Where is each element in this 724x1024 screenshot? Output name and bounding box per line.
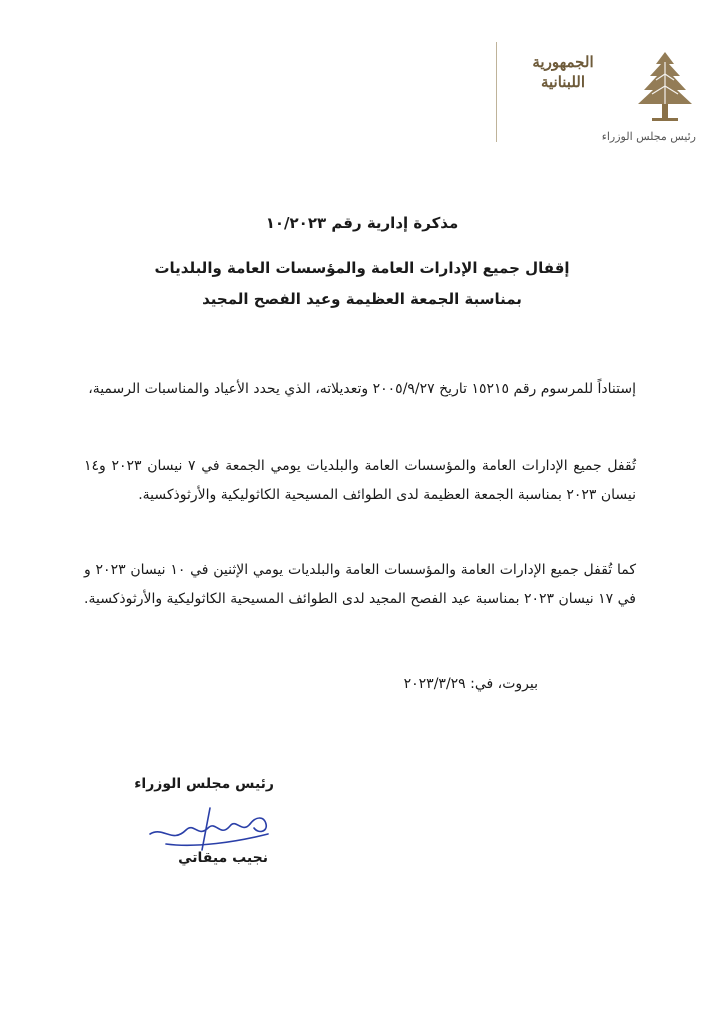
cedar-emblem-icon	[630, 48, 700, 128]
republic-name	[508, 52, 618, 92]
office-caption: رئيس مجلس الوزراء	[601, 130, 696, 143]
memo-title-line-2: بمناسبة الجمعة العظيمة وعيد الفصح المجيد	[202, 290, 522, 308]
paragraph-legal-basis: إستناداً للمرسوم رقم ١٥٢١٥ تاريخ ٢٠٠٥/٩/٢٧ وتعديلاته، الذي يحدد الأعياد والمناسبات الرسمية،	[88, 381, 636, 397]
paragraph-good-friday: تُقفل جميع الإدارات العامة والمؤسسات العامة والبلديات يومي الجمعة في ٧ نيسان ٢٠٢٣ و١٤ نيسان ٢٠٢٣ بمناسبة الجمعة العظيمة لدى الطوائف المسيحية الكاثوليكية والأرثوذكسية.	[84, 458, 636, 503]
letterhead-divider	[496, 42, 497, 142]
place-date: بيروت، في: ٢٠٢٣/٣/٢٩	[403, 676, 538, 692]
memo-number: مذكرة إدارية رقم ١٠/٢٠٢٣	[265, 214, 459, 232]
republic-line-2: اللبنانية	[540, 73, 586, 91]
signatory-title: رئيس مجلس الوزراء	[134, 776, 274, 792]
memo-title-line-1: إقفال جميع الإدارات العامة والمؤسسات العامة والبلديات	[154, 259, 570, 277]
republic-line-1: الجمهورية	[532, 53, 594, 71]
letterhead	[496, 38, 706, 148]
signatory-name: نجيب ميقاتي	[178, 850, 268, 866]
paragraph-easter-monday: كما تُقفل جميع الإدارات العامة والمؤسسات العامة والبلديات يومي الإثنين في ١٠ نيسان ٢٠٢٣ و في ١٧ نيسان ٢٠٢٣ بمناسبة عيد الفصح المجيد لدى الطوائف المسيحية الكاثوليكية والأرثوذكسية.	[84, 562, 636, 607]
